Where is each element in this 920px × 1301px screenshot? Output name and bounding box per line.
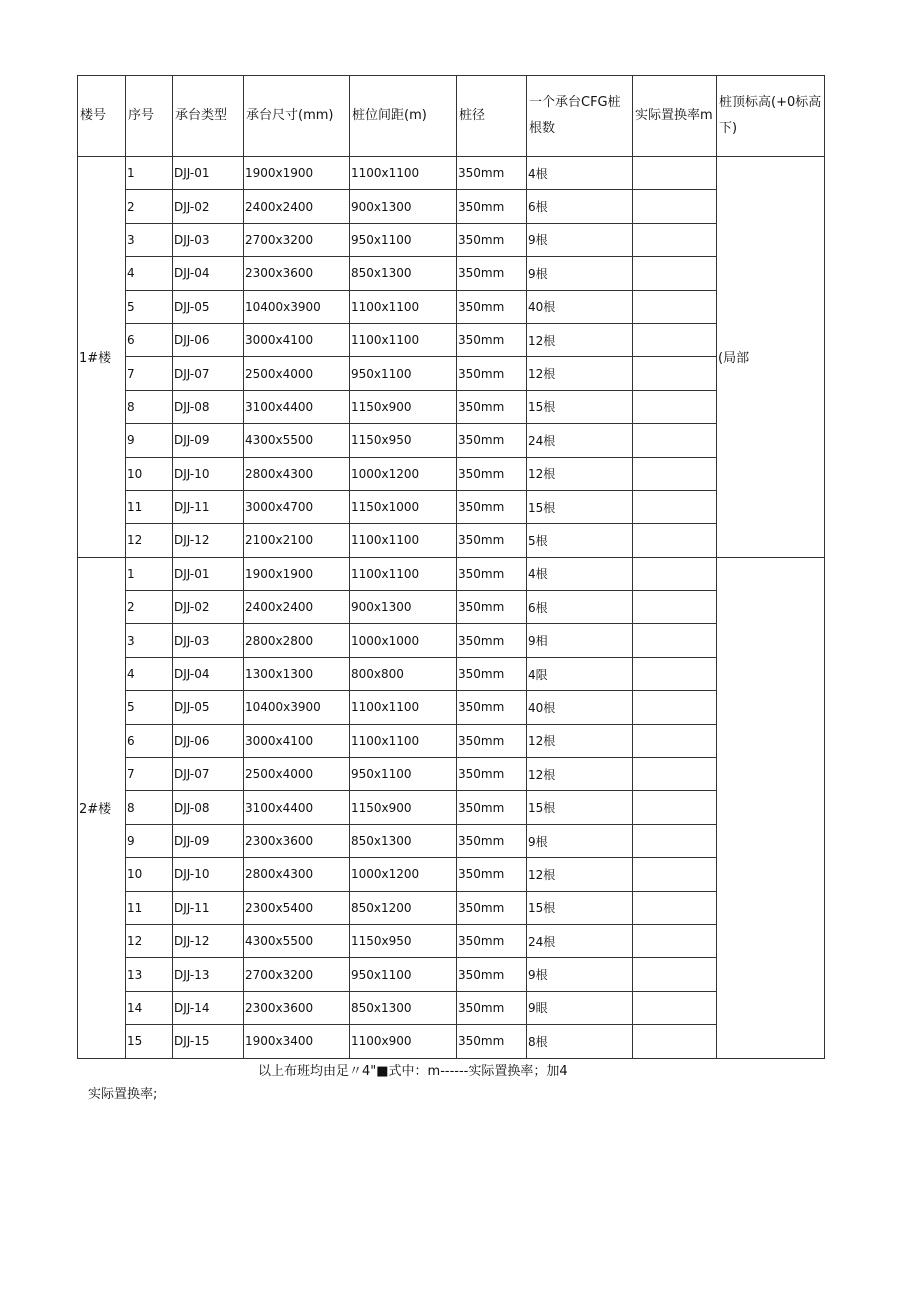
- seq-cell: 1: [126, 157, 173, 190]
- cap-type-cell: DJJ-11: [173, 490, 244, 523]
- seq-cell: 14: [126, 991, 173, 1024]
- cap-type-cell: DJJ-03: [173, 624, 244, 657]
- cap-size-cell: 10400x3900: [244, 290, 350, 323]
- cap-size-cell: 4300x5500: [244, 924, 350, 957]
- cap-type-cell: DJJ-06: [173, 323, 244, 356]
- cap-size-cell: 2500x4000: [244, 357, 350, 390]
- spacing-cell: 950x1100: [350, 758, 457, 791]
- seq-cell: 8: [126, 791, 173, 824]
- pile-count-cell: 9眼: [527, 991, 633, 1024]
- seq-cell: 7: [126, 758, 173, 791]
- diameter-cell: 350mm: [457, 223, 527, 256]
- diameter-cell: 350mm: [457, 257, 527, 290]
- spacing-cell: 1150x1000: [350, 490, 457, 523]
- header-cap-size: 承台尺寸(mm): [244, 76, 350, 157]
- pile-count-cell: 8根: [527, 1025, 633, 1058]
- spacing-cell: 1100x1100: [350, 557, 457, 590]
- pile-count-cell: 12根: [527, 357, 633, 390]
- diameter-cell: 350mm: [457, 924, 527, 957]
- cap-size-cell: 10400x3900: [244, 691, 350, 724]
- cap-size-cell: 2400x2400: [244, 190, 350, 223]
- seq-cell: 5: [126, 691, 173, 724]
- diameter-cell: 350mm: [457, 190, 527, 223]
- seq-cell: 4: [126, 657, 173, 690]
- header-diameter: 桩径: [457, 76, 527, 157]
- replacement-ratio-cell: [633, 924, 717, 957]
- replacement-ratio-cell: [633, 657, 717, 690]
- spacing-cell: 1100x1100: [350, 157, 457, 190]
- seq-cell: 8: [126, 390, 173, 423]
- spacing-cell: 1100x1100: [350, 524, 457, 557]
- cap-size-cell: 3000x4100: [244, 323, 350, 356]
- table-row: [78, 891, 825, 924]
- pile-count-cell: 9根: [527, 223, 633, 256]
- seq-cell: 6: [126, 323, 173, 356]
- seq-cell: 7: [126, 357, 173, 390]
- replacement-ratio-cell: [633, 457, 717, 490]
- cap-size-cell: 1300x1300: [244, 657, 350, 690]
- cap-type-cell: DJJ-12: [173, 524, 244, 557]
- cap-type-cell: DJJ-08: [173, 791, 244, 824]
- spacing-cell: 850x1300: [350, 257, 457, 290]
- table-row: [78, 223, 825, 256]
- spacing-cell: 1100x1100: [350, 691, 457, 724]
- table-row: [78, 424, 825, 457]
- diameter-cell: 350mm: [457, 157, 527, 190]
- spacing-cell: 950x1100: [350, 357, 457, 390]
- building-cell: 1#楼: [78, 157, 126, 558]
- table-row: [78, 958, 825, 991]
- cap-type-cell: DJJ-07: [173, 758, 244, 791]
- replacement-ratio-cell: [633, 891, 717, 924]
- cap-type-cell: DJJ-06: [173, 724, 244, 757]
- replacement-ratio-cell: [633, 323, 717, 356]
- replacement-ratio-cell: [633, 824, 717, 857]
- cap-size-cell: 4300x5500: [244, 424, 350, 457]
- seq-cell: 12: [126, 924, 173, 957]
- cap-type-cell: DJJ-10: [173, 457, 244, 490]
- replacement-ratio-cell: [633, 691, 717, 724]
- spacing-cell: 850x1200: [350, 891, 457, 924]
- diameter-cell: 350mm: [457, 824, 527, 857]
- cap-size-cell: 2800x2800: [244, 624, 350, 657]
- table-row: [78, 824, 825, 857]
- pile-count-cell: 12根: [527, 758, 633, 791]
- table-row: [78, 1025, 825, 1058]
- cap-type-cell: DJJ-04: [173, 257, 244, 290]
- spacing-cell: 1100x1100: [350, 724, 457, 757]
- header-row: [78, 76, 825, 157]
- replacement-ratio-cell: [633, 357, 717, 390]
- table-row: [78, 524, 825, 557]
- diameter-cell: 350mm: [457, 1025, 527, 1058]
- replacement-ratio-cell: [633, 524, 717, 557]
- spacing-cell: 850x1300: [350, 824, 457, 857]
- replacement-ratio-cell: [633, 758, 717, 791]
- diameter-cell: 350mm: [457, 991, 527, 1024]
- seq-cell: 2: [126, 190, 173, 223]
- header-pile-top-elevation: 桩顶标高(+0标高下): [717, 76, 825, 157]
- seq-cell: 11: [126, 490, 173, 523]
- cap-type-cell: DJJ-02: [173, 591, 244, 624]
- pile-count-cell: 9相: [527, 624, 633, 657]
- cap-type-cell: DJJ-13: [173, 958, 244, 991]
- diameter-cell: 350mm: [457, 758, 527, 791]
- diameter-cell: 350mm: [457, 424, 527, 457]
- cap-size-cell: 2300x3600: [244, 991, 350, 1024]
- pile-count-cell: 24根: [527, 924, 633, 957]
- replacement-ratio-cell: [633, 591, 717, 624]
- pile-count-cell: 4根: [527, 557, 633, 590]
- seq-cell: 3: [126, 223, 173, 256]
- diameter-cell: 350mm: [457, 357, 527, 390]
- cap-size-cell: 1900x3400: [244, 1025, 350, 1058]
- pile-count-cell: 15根: [527, 390, 633, 423]
- replacement-ratio-cell: [633, 624, 717, 657]
- spacing-cell: 950x1100: [350, 223, 457, 256]
- replacement-ratio-cell: [633, 557, 717, 590]
- replacement-ratio-cell: [633, 424, 717, 457]
- cap-type-cell: DJJ-04: [173, 657, 244, 690]
- spacing-cell: 1000x1200: [350, 858, 457, 891]
- spacing-cell: 1100x900: [350, 1025, 457, 1058]
- table-row: [78, 157, 825, 190]
- pile-count-cell: 12根: [527, 323, 633, 356]
- spacing-cell: 800x800: [350, 657, 457, 690]
- diameter-cell: 350mm: [457, 457, 527, 490]
- replacement-ratio-cell: [633, 724, 717, 757]
- diameter-cell: 350mm: [457, 390, 527, 423]
- replacement-ratio-cell: [633, 290, 717, 323]
- pile-count-cell: 12根: [527, 858, 633, 891]
- cap-size-cell: 3000x4100: [244, 724, 350, 757]
- spacing-cell: 1100x1100: [350, 323, 457, 356]
- cap-type-cell: DJJ-07: [173, 357, 244, 390]
- cap-size-cell: 2100x2100: [244, 524, 350, 557]
- diameter-cell: 350mm: [457, 791, 527, 824]
- seq-cell: 9: [126, 824, 173, 857]
- diameter-cell: 350mm: [457, 724, 527, 757]
- table-row: [78, 591, 825, 624]
- footnote-line-2: 实际置换率;: [88, 1087, 158, 1102]
- cap-size-cell: 2700x3200: [244, 223, 350, 256]
- pile-count-cell: 12根: [527, 457, 633, 490]
- pile-count-cell: 9根: [527, 257, 633, 290]
- seq-cell: 10: [126, 457, 173, 490]
- pile-count-cell: 15根: [527, 490, 633, 523]
- table-body: [78, 157, 825, 1059]
- cap-size-cell: 2300x5400: [244, 891, 350, 924]
- replacement-ratio-cell: [633, 157, 717, 190]
- replacement-ratio-cell: [633, 1025, 717, 1058]
- diameter-cell: 350mm: [457, 858, 527, 891]
- header-building: 楼号: [78, 76, 126, 157]
- replacement-ratio-cell: [633, 223, 717, 256]
- elevation-cell: (局部: [717, 157, 825, 558]
- diameter-cell: 350mm: [457, 524, 527, 557]
- pile-count-cell: 40根: [527, 290, 633, 323]
- seq-cell: 13: [126, 958, 173, 991]
- seq-cell: 5: [126, 290, 173, 323]
- diameter-cell: 350mm: [457, 958, 527, 991]
- diameter-cell: 350mm: [457, 290, 527, 323]
- spacing-cell: 850x1300: [350, 991, 457, 1024]
- elevation-cell: [717, 557, 825, 1058]
- diameter-cell: 350mm: [457, 691, 527, 724]
- table-row: [78, 257, 825, 290]
- cap-size-cell: 2300x3600: [244, 824, 350, 857]
- seq-cell: 3: [126, 624, 173, 657]
- cap-type-cell: DJJ-05: [173, 691, 244, 724]
- cap-type-cell: DJJ-02: [173, 190, 244, 223]
- cap-size-cell: 2800x4300: [244, 858, 350, 891]
- seq-cell: 6: [126, 724, 173, 757]
- pile-count-cell: 40根: [527, 691, 633, 724]
- table-row: [78, 290, 825, 323]
- spacing-cell: 1150x900: [350, 390, 457, 423]
- cap-type-cell: DJJ-09: [173, 824, 244, 857]
- pile-count-cell: 24根: [527, 424, 633, 457]
- table-row: [78, 557, 825, 590]
- table-row: [78, 390, 825, 423]
- table-row: [78, 190, 825, 223]
- diameter-cell: 350mm: [457, 557, 527, 590]
- replacement-ratio-cell: [633, 190, 717, 223]
- header-replacement-ratio: 实际置换率m: [633, 76, 717, 157]
- cap-type-cell: DJJ-01: [173, 157, 244, 190]
- table-row: [78, 858, 825, 891]
- seq-cell: 9: [126, 424, 173, 457]
- cap-size-cell: 3100x4400: [244, 390, 350, 423]
- cap-type-cell: DJJ-05: [173, 290, 244, 323]
- cap-size-cell: 2800x4300: [244, 457, 350, 490]
- spacing-cell: 1100x1100: [350, 290, 457, 323]
- spacing-cell: 1150x950: [350, 424, 457, 457]
- spacing-cell: 1150x950: [350, 924, 457, 957]
- spacing-cell: 1150x900: [350, 791, 457, 824]
- diameter-cell: 350mm: [457, 657, 527, 690]
- pile-count-cell: 15根: [527, 891, 633, 924]
- pile-count-cell: 6根: [527, 190, 633, 223]
- table-row: [78, 758, 825, 791]
- replacement-ratio-cell: [633, 791, 717, 824]
- cap-type-cell: DJJ-15: [173, 1025, 244, 1058]
- cap-type-cell: DJJ-14: [173, 991, 244, 1024]
- table-row: [78, 357, 825, 390]
- table-row: [78, 657, 825, 690]
- spacing-cell: 1000x1200: [350, 457, 457, 490]
- table-row: [78, 457, 825, 490]
- spacing-cell: 900x1300: [350, 190, 457, 223]
- header-seq: 序号: [126, 76, 173, 157]
- table-row: [78, 724, 825, 757]
- cap-type-cell: DJJ-11: [173, 891, 244, 924]
- seq-cell: 11: [126, 891, 173, 924]
- seq-cell: 1: [126, 557, 173, 590]
- pile-count-cell: 9根: [527, 824, 633, 857]
- footnote-line-1: 以上布班均由足〃4"■式中：m------实际置换率；加4: [258, 1064, 568, 1079]
- cap-type-cell: DJJ-09: [173, 424, 244, 457]
- replacement-ratio-cell: [633, 257, 717, 290]
- seq-cell: 2: [126, 591, 173, 624]
- pile-count-cell: 4限: [527, 657, 633, 690]
- table-row: [78, 691, 825, 724]
- building-cell: 2#楼: [78, 557, 126, 1058]
- table-row: [78, 991, 825, 1024]
- diameter-cell: 350mm: [457, 591, 527, 624]
- replacement-ratio-cell: [633, 991, 717, 1024]
- cap-size-cell: 2500x4000: [244, 758, 350, 791]
- cap-type-cell: DJJ-10: [173, 858, 244, 891]
- pile-count-cell: 4根: [527, 157, 633, 190]
- table-row: [78, 624, 825, 657]
- replacement-ratio-cell: [633, 858, 717, 891]
- header-cap-type: 承台类型: [173, 76, 244, 157]
- seq-cell: 10: [126, 858, 173, 891]
- pile-count-cell: 5根: [527, 524, 633, 557]
- spacing-cell: 950x1100: [350, 958, 457, 991]
- cap-type-cell: DJJ-01: [173, 557, 244, 590]
- cap-size-cell: 2300x3600: [244, 257, 350, 290]
- header-spacing: 桩位间距(m): [350, 76, 457, 157]
- seq-cell: 4: [126, 257, 173, 290]
- cap-size-cell: 3000x4700: [244, 490, 350, 523]
- pile-count-cell: 6根: [527, 591, 633, 624]
- seq-cell: 12: [126, 524, 173, 557]
- cap-type-cell: DJJ-08: [173, 390, 244, 423]
- table-row: [78, 791, 825, 824]
- replacement-ratio-cell: [633, 390, 717, 423]
- table-row: [78, 490, 825, 523]
- cap-type-cell: DJJ-03: [173, 223, 244, 256]
- diameter-cell: 350mm: [457, 624, 527, 657]
- pile-count-cell: 12根: [527, 724, 633, 757]
- cap-size-cell: 2400x2400: [244, 591, 350, 624]
- cfg-pile-table: [77, 75, 825, 1059]
- replacement-ratio-cell: [633, 490, 717, 523]
- diameter-cell: 350mm: [457, 323, 527, 356]
- pile-count-cell: 9根: [527, 958, 633, 991]
- diameter-cell: 350mm: [457, 490, 527, 523]
- cap-size-cell: 1900x1900: [244, 557, 350, 590]
- spacing-cell: 1000x1000: [350, 624, 457, 657]
- diameter-cell: 350mm: [457, 891, 527, 924]
- header-pile-count: 一个承台CFG桩根数: [527, 76, 633, 157]
- table-row: [78, 323, 825, 356]
- cap-type-cell: DJJ-12: [173, 924, 244, 957]
- cap-size-cell: 3100x4400: [244, 791, 350, 824]
- spacing-cell: 900x1300: [350, 591, 457, 624]
- cap-size-cell: 1900x1900: [244, 157, 350, 190]
- seq-cell: 15: [126, 1025, 173, 1058]
- cap-size-cell: 2700x3200: [244, 958, 350, 991]
- replacement-ratio-cell: [633, 958, 717, 991]
- table-row: [78, 924, 825, 957]
- pile-count-cell: 15根: [527, 791, 633, 824]
